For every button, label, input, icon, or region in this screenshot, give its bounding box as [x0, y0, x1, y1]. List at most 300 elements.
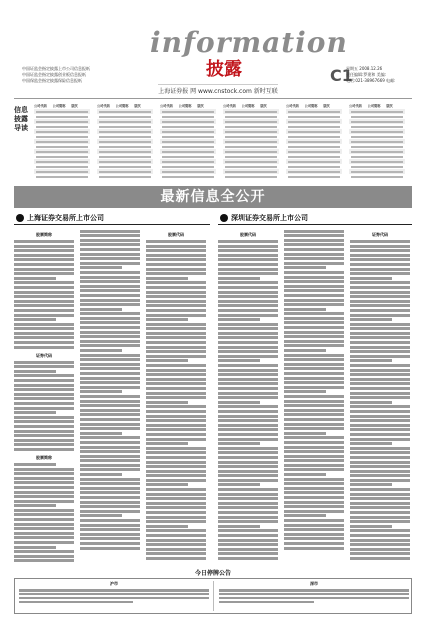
text-line [284, 514, 326, 517]
index-row-text [36, 166, 88, 168]
text-line [218, 281, 278, 284]
index-row-text [36, 161, 88, 163]
text-line [80, 372, 140, 375]
text-line [284, 335, 344, 338]
index-column [34, 104, 90, 179]
index-header-cell: 公司简称 [367, 104, 381, 108]
index-row-text [351, 126, 403, 128]
text-line [80, 390, 122, 393]
index-row-text [225, 116, 277, 118]
text-line [218, 465, 278, 468]
text-line [80, 468, 140, 471]
text-line [80, 294, 140, 297]
text-line [284, 404, 344, 407]
text-line [80, 519, 140, 522]
text-line [218, 511, 278, 514]
text-line [284, 363, 344, 366]
text-line [350, 493, 410, 496]
text-line [14, 263, 74, 266]
text-line [218, 557, 278, 560]
text-line [218, 359, 260, 362]
text-line [146, 240, 206, 243]
text-line [14, 327, 74, 330]
section-bullet-icon [16, 214, 24, 222]
text-line [14, 384, 74, 387]
text-line [284, 496, 344, 499]
text-line [218, 309, 278, 312]
index-header-cell: 公司简称 [178, 104, 192, 108]
text-line [350, 552, 410, 555]
text-line [14, 448, 74, 451]
text-line [14, 527, 74, 530]
text-line [80, 418, 140, 421]
index-header-cell: 公司代码 [349, 104, 362, 108]
text-line [14, 523, 74, 526]
text-line [218, 488, 278, 491]
info-line: 电话:021-38967669 电邮: [346, 78, 396, 83]
suspension-sz [219, 581, 409, 605]
text-line [146, 323, 206, 326]
text-line [284, 230, 344, 233]
index-row-text [99, 156, 151, 158]
text-line [350, 506, 410, 509]
text-line [146, 428, 206, 431]
index-row-text [162, 176, 214, 178]
text-line [284, 482, 344, 485]
text-line [146, 410, 206, 413]
index-header-row [349, 104, 405, 109]
text-line [350, 314, 410, 317]
text-line [146, 474, 206, 477]
text-line [350, 346, 410, 349]
text-line [350, 516, 410, 519]
text-line [80, 432, 122, 435]
text-line [350, 548, 410, 551]
index-row-text [36, 176, 88, 178]
text-line [146, 479, 206, 482]
text-line [80, 308, 122, 311]
suspension-box [14, 578, 412, 614]
text-line [146, 539, 206, 542]
text-line [146, 442, 188, 445]
text-line [350, 520, 410, 523]
text-line [146, 433, 206, 436]
text-line [14, 546, 56, 549]
index-row [349, 174, 405, 179]
index-row-text [99, 146, 151, 148]
text-line [284, 413, 344, 416]
text-line [14, 491, 74, 494]
text-line [350, 410, 410, 413]
text-line [14, 309, 74, 312]
text-line [146, 350, 206, 353]
text-line [218, 382, 278, 385]
text-line [80, 377, 140, 380]
index-row-text [99, 116, 151, 118]
index-header-cell: 版次 [71, 104, 78, 108]
text-line [218, 552, 278, 555]
index-row-text [225, 166, 277, 168]
info-line: 责任编辑:罗建和 美编: [346, 72, 386, 77]
text-line [284, 542, 344, 545]
text-line [350, 488, 410, 491]
text-line [284, 395, 344, 398]
masthead [14, 10, 412, 102]
text-line [284, 487, 344, 490]
index-row-text [36, 156, 88, 158]
article-column [284, 228, 344, 562]
text-line [14, 379, 74, 382]
text-line [218, 502, 278, 505]
text-line [350, 405, 410, 408]
notice-line: 中国证监会指定披露创业板信息报纸 [22, 72, 86, 77]
index-column [97, 104, 153, 179]
text-line [284, 427, 344, 430]
article-subheading: 股票代码 [168, 232, 184, 237]
text-line [14, 541, 74, 544]
index-row-text [162, 166, 214, 168]
text-line [146, 281, 206, 284]
index-header-cell: 公司简称 [241, 104, 255, 108]
index-row-text [225, 171, 277, 173]
text-line [80, 478, 140, 481]
text-line [146, 254, 206, 257]
text-line [146, 277, 188, 280]
text-line [219, 589, 409, 592]
index-row-text [162, 161, 214, 163]
text-line [350, 456, 410, 459]
index-row-text [351, 146, 403, 148]
text-line [284, 321, 344, 324]
index-row-text [225, 151, 277, 153]
index-header-row [160, 104, 216, 109]
text-line [350, 511, 410, 514]
text-line [80, 363, 140, 366]
text-line [218, 438, 278, 441]
text-line [218, 272, 278, 275]
text-line [284, 367, 344, 370]
text-line [218, 447, 278, 450]
text-line [350, 442, 392, 445]
text-line [350, 364, 410, 367]
text-line [80, 510, 140, 513]
index-row-text [225, 126, 277, 128]
index-row-text [288, 136, 340, 138]
index-row-text [36, 111, 88, 113]
text-line [146, 314, 206, 317]
text-line [284, 436, 344, 439]
text-line [14, 374, 74, 377]
text-line [218, 424, 278, 427]
index-column [349, 104, 405, 179]
index-row-text [351, 121, 403, 123]
text-line [350, 465, 410, 468]
index-row-text [162, 131, 214, 133]
article-column [80, 228, 140, 562]
article-subheading: 股票简称 [36, 454, 52, 460]
text-line [80, 248, 140, 251]
text-line [218, 543, 278, 546]
text-line [14, 536, 74, 539]
text-line [80, 482, 140, 485]
index-row-text [288, 176, 340, 178]
suspension-sh-head: 沪市 [110, 581, 118, 586]
text-line [14, 559, 74, 562]
text-line [350, 286, 410, 289]
text-line [80, 386, 140, 389]
text-line [14, 500, 74, 503]
text-line [284, 381, 344, 384]
index-row-text [351, 156, 403, 158]
text-line [14, 443, 74, 446]
text-line [14, 254, 74, 257]
text-line [350, 359, 392, 362]
text-line [14, 481, 74, 484]
text-line [350, 318, 392, 321]
text-line [218, 470, 278, 473]
text-line [146, 405, 206, 408]
text-line [350, 474, 410, 477]
text-line [146, 493, 206, 496]
text-line [14, 407, 74, 410]
text-line [284, 432, 326, 435]
info-line: 星期五 2008.12.26 [346, 66, 383, 71]
masthead-tagline: 上海证券报 网 www.cnstock.com 新时互联 [158, 84, 278, 95]
masthead-info [346, 66, 412, 84]
text-line [14, 425, 74, 428]
text-line [284, 239, 344, 242]
text-line [146, 534, 206, 537]
text-line [80, 335, 140, 338]
text-line [80, 533, 140, 536]
text-line [218, 304, 278, 307]
text-line [14, 393, 74, 396]
text-line [218, 506, 278, 509]
text-line [146, 497, 206, 500]
index-row-text [225, 161, 277, 163]
notice-line: 中国保监会指定披露保险信息报纸 [22, 78, 82, 83]
index-row-text [288, 146, 340, 148]
text-line [284, 464, 344, 467]
text-line [284, 276, 344, 279]
index-row-text [36, 126, 88, 128]
text-line [14, 240, 74, 243]
text-line [14, 555, 74, 558]
text-line [14, 304, 74, 307]
text-line [284, 446, 344, 449]
text-line [146, 456, 206, 459]
article-column [14, 228, 74, 562]
text-line [146, 378, 206, 381]
text-line [80, 501, 140, 504]
index-row-text [99, 121, 151, 123]
text-line [80, 289, 140, 292]
text-line [350, 281, 410, 284]
banner [14, 186, 412, 208]
text-line [14, 268, 74, 271]
text-line [146, 552, 206, 555]
text-line [146, 286, 206, 289]
text-line [80, 280, 140, 283]
index-row-text [288, 126, 340, 128]
index-header-cell: 公司代码 [286, 104, 299, 108]
text-line [146, 258, 206, 261]
index-row-text [225, 146, 277, 148]
index-header-row [286, 104, 342, 109]
text-line [218, 396, 278, 399]
text-line [218, 245, 278, 248]
suspension-sz-head: 深市 [310, 581, 318, 586]
text-line [218, 300, 278, 303]
text-line [146, 364, 206, 367]
text-line [80, 340, 140, 343]
index-row-text [351, 116, 403, 118]
text-line [218, 291, 278, 294]
text-line [284, 418, 344, 421]
index-row-text [351, 141, 403, 143]
text-line [218, 497, 278, 500]
index-row-text [351, 111, 403, 113]
text-line [350, 433, 410, 436]
index-header-cell: 公司代码 [34, 104, 47, 108]
text-line [218, 327, 278, 330]
article-column [146, 228, 206, 562]
suspension-sh [19, 581, 209, 605]
text-line [350, 415, 410, 418]
index-row-text [225, 131, 277, 133]
text-line [80, 349, 122, 352]
text-line [350, 534, 410, 537]
text-line [218, 314, 278, 317]
text-line [350, 438, 410, 441]
text-line [146, 557, 206, 560]
text-line [80, 253, 140, 256]
text-line [80, 537, 140, 540]
text-line [350, 451, 410, 454]
text-line [146, 263, 206, 266]
text-line [80, 303, 140, 306]
text-line [80, 528, 140, 531]
text-line [80, 262, 140, 265]
text-line [350, 557, 410, 560]
text-line [146, 336, 206, 339]
text-line [350, 341, 410, 344]
text-line [80, 243, 140, 246]
index-row-text [36, 131, 88, 133]
text-line [350, 258, 410, 261]
text-line [146, 382, 206, 385]
index-header-cell: 公司代码 [223, 104, 236, 108]
text-line [219, 593, 409, 596]
text-line [284, 501, 344, 504]
section-sz-rule [218, 224, 412, 225]
index-row-text [162, 146, 214, 148]
banner-title: 最新信息全公开 [160, 189, 266, 205]
text-line [350, 254, 410, 257]
text-line [146, 373, 206, 376]
text-line [350, 304, 410, 307]
text-line [350, 396, 410, 399]
text-line [80, 358, 140, 361]
index-row-text [99, 131, 151, 133]
text-line [80, 239, 140, 242]
text-line [80, 271, 140, 274]
text-line [80, 427, 140, 430]
text-line [284, 390, 326, 393]
index-row-text [162, 126, 214, 128]
index-row-text [351, 136, 403, 138]
text-line [80, 505, 140, 508]
disclosure-index [14, 104, 412, 182]
text-line [80, 473, 122, 476]
index-row-text [225, 121, 277, 123]
text-line [146, 447, 206, 450]
text-line [146, 516, 206, 519]
text-line [14, 281, 74, 284]
text-line [14, 430, 74, 433]
text-line [146, 419, 206, 422]
text-line [146, 295, 206, 298]
text-line [14, 332, 74, 335]
index-header-cell: 版次 [134, 104, 141, 108]
text-line [80, 354, 140, 357]
text-line [219, 597, 409, 600]
text-line [80, 257, 140, 260]
index-row [286, 174, 342, 179]
text-line [350, 245, 410, 248]
text-line [218, 295, 278, 298]
text-line [350, 525, 392, 528]
text-line [146, 543, 206, 546]
text-line [80, 299, 140, 302]
suspension-divider [213, 581, 214, 611]
text-line [284, 524, 344, 527]
text-line [14, 277, 56, 280]
text-line [146, 268, 206, 271]
text-line [284, 386, 344, 389]
text-line [146, 396, 206, 399]
index-header-cell: 公司代码 [160, 104, 173, 108]
text-line [218, 364, 278, 367]
index-row-text [225, 156, 277, 158]
text-line [14, 463, 56, 466]
text-line [350, 401, 392, 404]
text-line [14, 495, 74, 498]
index-row [160, 174, 216, 179]
text-line [146, 387, 206, 390]
text-line [146, 511, 206, 514]
index-row-text [99, 141, 151, 143]
index-row [34, 174, 90, 179]
text-line [14, 370, 56, 373]
text-line [14, 504, 56, 507]
text-line [14, 341, 74, 344]
text-line [146, 359, 188, 362]
text-line [350, 336, 410, 339]
index-row-text [99, 126, 151, 128]
article-subheading: 股票简称 [36, 232, 52, 237]
index-row-text [36, 151, 88, 153]
text-line [350, 447, 410, 450]
index-row-text [288, 141, 340, 143]
index-header-cell: 版次 [386, 104, 393, 108]
text-line [146, 461, 206, 464]
text-line [284, 409, 344, 412]
notice-line: 中国证监会指定披露上市公司信息报纸 [22, 66, 90, 71]
text-line [218, 378, 278, 381]
text-line [218, 534, 278, 537]
text-line [14, 513, 74, 516]
